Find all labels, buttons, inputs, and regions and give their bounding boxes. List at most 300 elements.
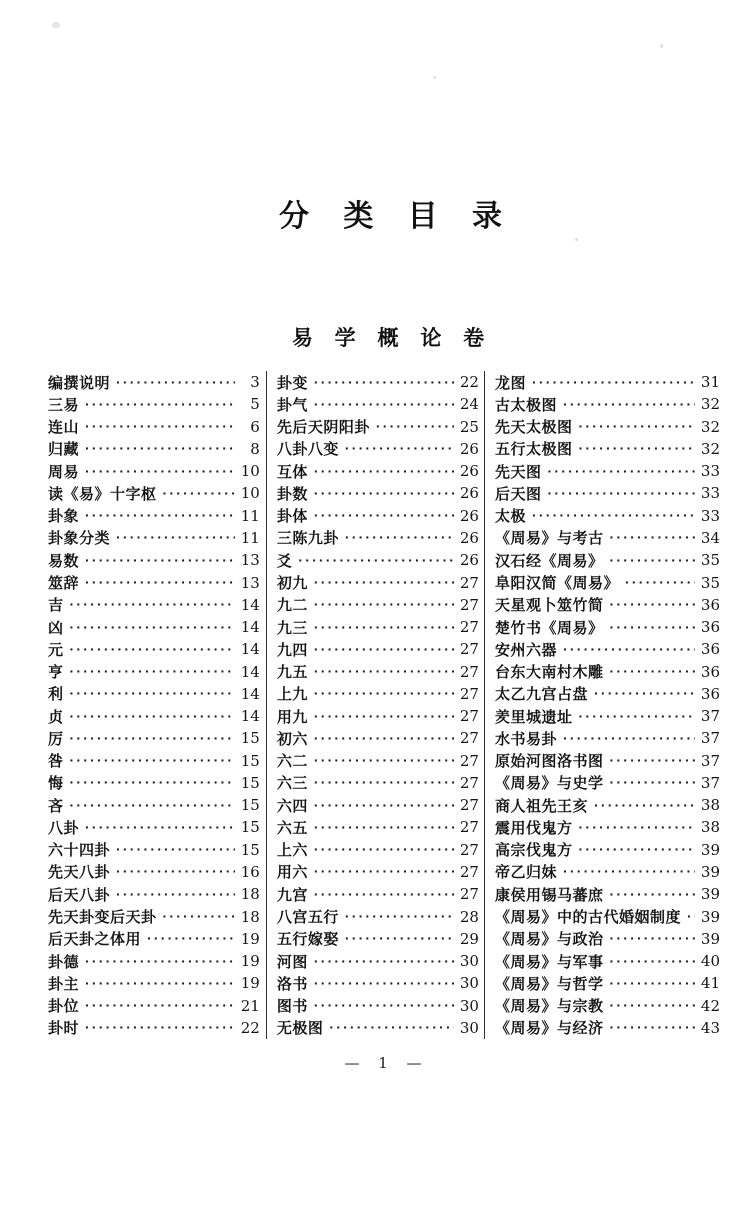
- toc-entry-title: 筮辞: [48, 575, 80, 593]
- toc-entry: [495, 772, 720, 794]
- toc-entry: [277, 571, 479, 593]
- toc-entry-title: 五行太极图: [494, 441, 573, 459]
- toc-entry-page: 10: [240, 462, 260, 481]
- toc-entry: [495, 839, 720, 861]
- dot-leader: [116, 530, 235, 545]
- dot-leader: [314, 887, 454, 902]
- toc-entry-title: 古太极图: [494, 396, 557, 414]
- toc-entry: [495, 416, 720, 438]
- toc-entry: [48, 594, 260, 616]
- toc-entry-title: 帝乙归妹: [494, 864, 557, 882]
- toc-entry: [277, 416, 479, 438]
- dot-leader: [548, 464, 696, 479]
- toc-entry-page: 10: [240, 484, 260, 503]
- dot-leader: [85, 954, 235, 969]
- toc-entry-title: 六五: [276, 819, 308, 837]
- dot-leader: [345, 931, 454, 946]
- toc-entry: [495, 905, 720, 927]
- toc-entry-title: 连山: [48, 419, 80, 437]
- toc-entry-title: 六三: [276, 775, 308, 793]
- dot-leader: [314, 798, 454, 813]
- dot-leader: [163, 909, 235, 924]
- toc-entry-page: 19: [240, 929, 260, 948]
- toc-entry-page: 33: [700, 484, 720, 503]
- toc-entry: [48, 660, 260, 682]
- toc-entry: [495, 616, 720, 638]
- toc-entry-page: 15: [240, 751, 260, 770]
- toc-entry-page: 27: [459, 885, 479, 904]
- toc-entry: [277, 905, 479, 927]
- dot-leader: [579, 419, 696, 434]
- toc-entry-title: 河图: [276, 953, 308, 971]
- toc-entry-page: 22: [240, 1018, 260, 1037]
- toc-entry-page: 14: [240, 640, 260, 659]
- dot-leader: [314, 731, 454, 746]
- toc-entry-title: 用六: [276, 864, 308, 882]
- toc-entry: [277, 371, 479, 393]
- dot-leader: [314, 864, 454, 879]
- toc-entry-title: 《周易》与考古: [494, 530, 604, 548]
- toc-entry: [48, 371, 260, 393]
- toc-entry-page: 27: [459, 840, 479, 859]
- dot-leader: [314, 753, 454, 768]
- dot-leader: [532, 508, 695, 523]
- toc-column: [485, 371, 720, 1039]
- toc-entry: [495, 1017, 720, 1039]
- toc-entry: [48, 861, 260, 883]
- toc-entry: [495, 438, 720, 460]
- toc-entry-title: 三陈九卦: [276, 530, 339, 548]
- toc-entry: [495, 861, 720, 883]
- toc-entry: [495, 928, 720, 950]
- dot-leader: [85, 397, 235, 412]
- dot-leader: [314, 620, 454, 635]
- dot-leader: [70, 798, 235, 813]
- toc-entry: [495, 794, 720, 816]
- toc-entry-title: 太乙九宫占盘: [494, 686, 588, 704]
- toc-entry-title: 《周易》中的古代婚姻制度: [494, 909, 681, 926]
- dot-leader: [610, 620, 696, 635]
- toc-entry-title: 汉石经《周易》: [494, 552, 604, 570]
- dot-leader: [70, 620, 235, 635]
- toc-entry-page: 26: [459, 551, 479, 570]
- toc-entry: [277, 950, 479, 972]
- toc-entry: [48, 883, 260, 905]
- toc-entry-title: 九五: [276, 664, 308, 682]
- toc-entry-page: 5: [250, 395, 260, 414]
- toc-entry-page: 43: [700, 1018, 720, 1037]
- dot-leader: [314, 397, 454, 412]
- toc-entry-page: 26: [459, 506, 479, 525]
- toc-entry: [495, 549, 720, 571]
- dot-leader: [610, 597, 696, 612]
- toc-entry: [495, 460, 720, 482]
- toc-entry-page: 37: [700, 729, 720, 748]
- dot-leader: [314, 464, 454, 479]
- toc-entry-title: 初六: [276, 730, 308, 748]
- dot-leader: [85, 1020, 235, 1035]
- toc-entry-page: 18: [240, 885, 260, 904]
- toc-entry-title: 五行嫁娶: [276, 931, 339, 949]
- toc-entry-title: 易数: [48, 552, 80, 570]
- toc-entry-title: 阜阳汉简《周易》: [494, 575, 619, 593]
- dot-leader: [610, 954, 696, 969]
- toc-entry-title: 安州六器: [494, 641, 557, 659]
- toc-entry-title: 卦时: [48, 1020, 80, 1038]
- toc-entry: [277, 816, 479, 838]
- dot-leader: [85, 976, 235, 991]
- toc-entry-title: 洛书: [276, 975, 308, 993]
- toc-entry: [277, 794, 479, 816]
- dot-leader: [314, 686, 454, 701]
- scan-speck: [575, 238, 578, 241]
- toc-entry-page: 35: [700, 551, 720, 570]
- toc-entry-page: 26: [459, 462, 479, 481]
- toc-entry-page: 30: [459, 1018, 479, 1037]
- toc-entry: [48, 928, 260, 950]
- toc-entry-title: 爻: [276, 552, 293, 570]
- toc-entry-page: 14: [240, 618, 260, 637]
- toc-entry-page: 15: [240, 818, 260, 837]
- toc-entry-page: 35: [700, 573, 720, 592]
- toc-entry-page: 27: [459, 729, 479, 748]
- toc-entry-title: 六二: [276, 753, 308, 771]
- toc-entry-page: 32: [700, 395, 720, 414]
- toc-entry-page: 16: [240, 862, 260, 881]
- toc-entry-page: 36: [700, 618, 720, 637]
- toc-entry-title: 《周易》与史学: [494, 775, 604, 793]
- toc-entry-title: 图书: [276, 998, 308, 1016]
- toc-entry-title: 康侯用锡马蕃庶: [494, 886, 604, 904]
- dot-leader: [70, 753, 235, 768]
- toc-entry-page: 25: [459, 417, 479, 436]
- dot-leader: [85, 441, 235, 456]
- dot-leader: [85, 575, 235, 590]
- toc-entry-title: 编撰说明: [48, 374, 111, 392]
- dot-leader: [610, 530, 696, 545]
- dot-leader: [345, 530, 454, 545]
- toc-entry: [495, 393, 720, 415]
- dot-leader: [687, 909, 695, 924]
- toc-entry-title: 六十四卦: [48, 842, 111, 860]
- toc-entry: [277, 750, 479, 772]
- toc-entry: [277, 482, 479, 504]
- toc-entry: [277, 438, 479, 460]
- toc-entry-title: 九二: [276, 597, 308, 615]
- toc-entry-title: 卦象分类: [48, 530, 111, 548]
- toc-entry-title: 卦数: [276, 485, 308, 503]
- toc-entry-page: 14: [240, 662, 260, 681]
- dot-leader: [579, 842, 696, 857]
- toc-entry: [48, 505, 260, 527]
- toc-entry: [495, 994, 720, 1016]
- toc-entry: [495, 816, 720, 838]
- toc-entry-title: 先天八卦: [48, 864, 111, 882]
- dot-leader: [563, 731, 695, 746]
- dot-leader: [579, 441, 696, 456]
- toc-entry: [48, 616, 260, 638]
- toc-entry-title: 上六: [276, 842, 308, 860]
- dot-leader: [85, 464, 235, 479]
- toc-columns: [48, 371, 720, 1039]
- toc-entry-page: 26: [459, 484, 479, 503]
- dot-leader: [610, 887, 696, 902]
- toc-entry-page: 24: [459, 395, 479, 414]
- dot-leader: [70, 664, 235, 679]
- toc-entry-page: 36: [700, 662, 720, 681]
- toc-entry: [495, 594, 720, 616]
- toc-entry-title: 先后天阴阳卦: [276, 419, 370, 437]
- dot-leader: [625, 575, 695, 590]
- toc-entry-page: 30: [459, 974, 479, 993]
- toc-entry: [495, 705, 720, 727]
- dot-leader: [314, 998, 454, 1013]
- toc-entry: [48, 839, 260, 861]
- dot-leader: [610, 664, 696, 679]
- toc-entry: [277, 505, 479, 527]
- toc-entry: [277, 1017, 479, 1039]
- dot-leader: [314, 508, 454, 523]
- toc-entry-title: 天星观卜筮竹简: [494, 597, 604, 615]
- toc-entry-title: 台东大南村木雕: [494, 664, 604, 682]
- toc-entry: [495, 571, 720, 593]
- toc-entry: [277, 660, 479, 682]
- dot-leader: [70, 642, 235, 657]
- toc-entry: [277, 928, 479, 950]
- toc-entry: [277, 839, 479, 861]
- toc-entry: [277, 638, 479, 660]
- dot-leader: [116, 842, 235, 857]
- toc-entry-title: 《周易》与哲学: [494, 975, 604, 993]
- toc-entry: [277, 616, 479, 638]
- toc-entry-page: 14: [240, 684, 260, 703]
- toc-entry-title: 上九: [276, 686, 308, 704]
- folio-page-number: — 1 —: [344, 1054, 424, 1072]
- toc-entry-page: 3: [250, 373, 260, 392]
- toc-entry: [495, 972, 720, 994]
- toc-entry: [277, 727, 479, 749]
- toc-entry-title: 水书易卦: [494, 730, 557, 748]
- toc-entry-title: 原始河图洛书图: [494, 753, 604, 771]
- toc-entry-title: 悔: [48, 775, 64, 793]
- toc-entry-page: 27: [459, 618, 479, 637]
- toc-entry-title: 用九: [276, 708, 308, 726]
- toc-entry-title: 卦象: [48, 508, 80, 526]
- toc-entry: [48, 1017, 260, 1039]
- toc-entry: [277, 994, 479, 1016]
- dot-leader: [610, 1020, 696, 1035]
- toc-entry: [48, 393, 260, 415]
- dot-leader: [70, 709, 235, 724]
- dot-leader: [329, 1020, 454, 1035]
- dot-leader: [314, 375, 454, 390]
- toc-entry-page: 11: [240, 528, 260, 547]
- dot-leader: [610, 931, 696, 946]
- toc-entry-page: 33: [700, 462, 720, 481]
- dot-leader: [314, 597, 454, 612]
- toc-entry: [48, 571, 260, 593]
- toc-entry: [277, 861, 479, 883]
- toc-entry: [277, 594, 479, 616]
- toc-entry-page: 30: [459, 952, 479, 971]
- toc-entry-title: 六四: [276, 797, 308, 815]
- toc-entry-title: 卦主: [48, 975, 80, 993]
- dot-leader: [70, 686, 235, 701]
- toc-entry-title: 八卦八变: [276, 441, 339, 459]
- toc-entry-page: 27: [459, 573, 479, 592]
- toc-entry: [495, 683, 720, 705]
- dot-leader: [116, 375, 235, 390]
- toc-entry: [48, 683, 260, 705]
- toc-entry-title: 元: [48, 641, 64, 659]
- toc-entry-page: 27: [459, 684, 479, 703]
- toc-entry-title: 《周易》与经济: [494, 1020, 604, 1038]
- toc-entry-page: 40: [700, 952, 720, 971]
- toc-entry: [495, 660, 720, 682]
- dot-leader: [116, 887, 235, 902]
- toc-entry-page: 36: [700, 640, 720, 659]
- toc-entry: [48, 705, 260, 727]
- toc-entry-title: 楚竹书《周易》: [494, 619, 604, 637]
- dot-leader: [314, 820, 454, 835]
- scan-speck: [52, 22, 60, 28]
- dot-leader: [579, 709, 696, 724]
- dot-leader: [314, 954, 454, 969]
- toc-entry-page: 27: [459, 818, 479, 837]
- toc-entry-page: 31: [700, 373, 720, 392]
- toc-entry-page: 15: [240, 729, 260, 748]
- toc-entry-page: 14: [240, 595, 260, 614]
- toc-entry-page: 30: [459, 996, 479, 1015]
- toc-entry-page: 21: [240, 996, 260, 1015]
- dot-leader: [298, 553, 454, 568]
- toc-entry: [277, 549, 479, 571]
- toc-entry-page: 34: [700, 528, 720, 547]
- toc-entry: [495, 750, 720, 772]
- toc-entry-page: 14: [240, 707, 260, 726]
- toc-entry-page: 27: [459, 796, 479, 815]
- toc-entry-page: 32: [700, 439, 720, 458]
- toc-entry: [495, 883, 720, 905]
- dot-leader: [70, 597, 235, 612]
- toc-entry: [48, 816, 260, 838]
- toc-entry: [277, 460, 479, 482]
- dot-leader: [563, 397, 695, 412]
- toc-entry-page: 36: [700, 595, 720, 614]
- toc-entry-page: 36: [700, 684, 720, 703]
- dot-leader: [610, 553, 696, 568]
- toc-entry-page: 39: [700, 907, 720, 926]
- toc-entry-title: 周易: [48, 463, 80, 481]
- dot-leader: [563, 864, 695, 879]
- toc-entry-page: 26: [459, 528, 479, 547]
- toc-entry: [48, 727, 260, 749]
- toc-entry-page: 39: [700, 929, 720, 948]
- toc-entry-title: 商人祖先王亥: [494, 797, 588, 815]
- dot-leader: [610, 976, 696, 991]
- toc-entry: [48, 950, 260, 972]
- toc-entry: [277, 705, 479, 727]
- dot-leader: [345, 909, 454, 924]
- toc-entry-title: 卦德: [48, 953, 80, 971]
- toc-entry-page: 15: [240, 840, 260, 859]
- section-heading: 易 学 概 论 卷: [291, 327, 493, 350]
- dot-leader: [85, 508, 235, 523]
- toc-entry-title: 《周易》与政治: [494, 931, 604, 949]
- toc-entry: [495, 527, 720, 549]
- scan-speck: [660, 44, 663, 48]
- toc-entry-page: 38: [700, 796, 720, 815]
- toc-entry-page: 37: [700, 707, 720, 726]
- toc-entry-title: 《周易》与宗教: [494, 998, 604, 1016]
- toc-entry-title: 九三: [276, 619, 308, 637]
- toc-entry: [48, 549, 260, 571]
- toc-entry: [48, 994, 260, 1016]
- toc-entry-page: 15: [240, 773, 260, 792]
- toc-entry-title: 先天图: [494, 463, 542, 481]
- toc-entry-title: 吉: [48, 597, 64, 615]
- toc-entry: [495, 638, 720, 660]
- toc-entry-title: 后天卦之体用: [48, 931, 142, 949]
- toc-entry: [48, 794, 260, 816]
- toc-entry: [48, 527, 260, 549]
- toc-entry: [277, 527, 479, 549]
- dot-leader: [70, 775, 235, 790]
- toc-entry-title: 卦体: [276, 508, 308, 526]
- toc-entry: [48, 772, 260, 794]
- toc-entry-title: 卦位: [48, 998, 80, 1016]
- toc-entry-title: 亨: [48, 664, 64, 682]
- toc-entry-page: 27: [459, 595, 479, 614]
- toc-entry-title: 九四: [276, 641, 308, 659]
- toc-entry: [495, 505, 720, 527]
- toc-entry-title: 凶: [48, 619, 64, 637]
- toc-entry-page: 28: [459, 907, 479, 926]
- dot-leader: [610, 998, 696, 1013]
- toc-entry-title: 咎: [48, 753, 64, 771]
- toc-entry-page: 15: [240, 796, 260, 815]
- dot-leader: [85, 553, 235, 568]
- toc-entry-title: 卦气: [276, 396, 308, 414]
- toc-entry-page: 41: [700, 974, 720, 993]
- dot-leader: [594, 798, 695, 813]
- toc-entry-title: 《周易》与军事: [494, 953, 604, 971]
- toc-entry: [277, 883, 479, 905]
- toc-entry-title: 利: [48, 686, 64, 704]
- dot-leader: [376, 419, 454, 434]
- toc-entry-page: 19: [240, 974, 260, 993]
- toc-entry: [277, 772, 479, 794]
- toc-entry-title: 贞: [48, 708, 64, 726]
- toc-entry-page: 26: [459, 439, 479, 458]
- toc-entry-page: 13: [240, 573, 260, 592]
- toc-entry-page: 27: [459, 862, 479, 881]
- dot-leader: [345, 441, 454, 456]
- toc-entry-title: 震用伐鬼方: [494, 819, 573, 837]
- toc-entry-page: 33: [700, 506, 720, 525]
- toc-entry: [48, 905, 260, 927]
- toc-entry: [495, 727, 720, 749]
- dot-leader: [314, 664, 454, 679]
- toc-entry: [48, 438, 260, 460]
- toc-entry: [48, 638, 260, 660]
- toc-entry-title: 羑里城遗址: [494, 708, 573, 726]
- dot-leader: [610, 775, 696, 790]
- toc-entry-title: 初九: [276, 575, 308, 593]
- toc-entry-page: 37: [700, 751, 720, 770]
- dot-leader: [548, 486, 696, 501]
- toc-entry-title: 龙图: [494, 374, 526, 392]
